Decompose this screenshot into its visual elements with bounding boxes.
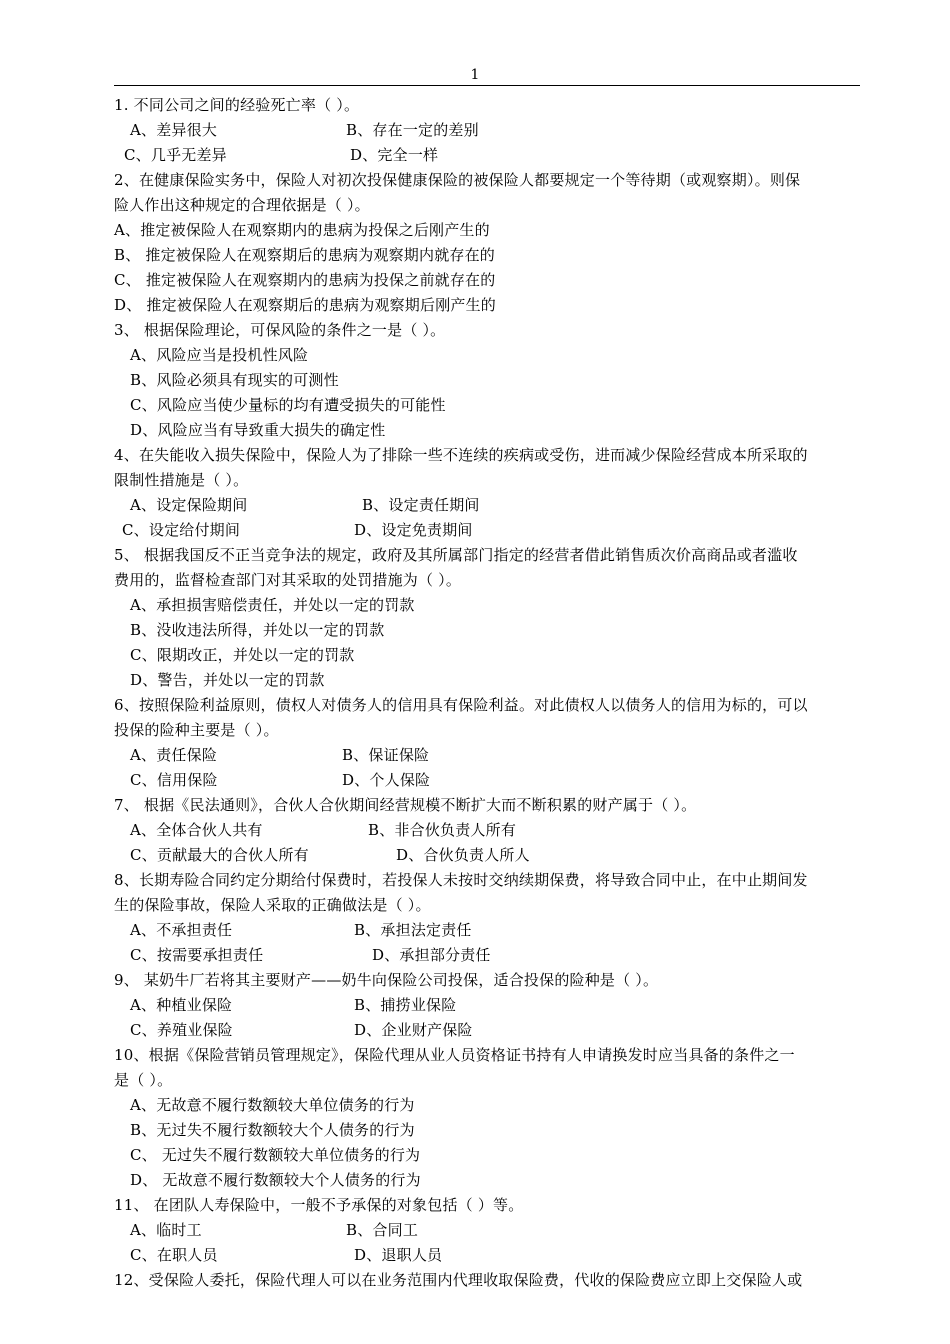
answer-option: B、存在一定的差别 [346,121,479,139]
header-rule [114,85,860,86]
option-row [114,243,860,268]
option-row [114,1118,860,1143]
answer-option: A、推定被保险人在观察期内的患病为投保之后刚产生的 [114,221,490,239]
answer-option: D、警告，并处以一定的罚款 [130,671,325,689]
answer-option: C、几乎无差异 [124,146,227,164]
question-block [114,793,860,868]
option-row [114,268,860,293]
answer-option: C、贡献最大的合伙人所有 [130,846,309,864]
answer-option: D、风险应当有导致重大损失的确定性 [130,421,386,439]
answer-option: C、 推定被保险人在观察期内的患病为投保之前就存在的 [114,271,496,289]
question-block [114,318,860,443]
answer-option: D、设定免责期间 [354,521,473,539]
answer-option: D、 推定被保险人在观察期后的患病为观察期后刚产生的 [114,296,496,314]
option-row [114,118,860,143]
question-block [114,1193,860,1268]
answer-option: C、按需要承担责任 [130,946,264,964]
option-row [114,1093,860,1118]
question-stem-line: 投保的险种主要是（ ）。 [114,721,279,739]
question-stem-line: 4、在失能收入损失保险中，保险人为了排除一些不连续的疾病或受伤，进而减少保险经营成本所采取的 [114,446,808,464]
question-stem-line: 10、根据《保险营销员管理规定》，保险代理从业人员资格证书持有人申请换发时应当具备的条件之一 [114,1046,795,1064]
answer-option: A、责任保险 [130,746,218,764]
answer-option: C、设定给付期间 [122,521,241,539]
answer-option: D、完全一样 [350,146,439,164]
answer-option: A、风险应当是投机性风险 [130,346,309,364]
option-row [114,518,860,543]
question-stem-line: 生的保险事故，保险人采取的正确做法是（ ）。 [114,896,431,914]
answer-option: C、养殖业保险 [130,1021,233,1039]
question-block [114,443,860,543]
question-stem-line: 费用的，监督检查部门对其采取的处罚措施为（ ）。 [114,571,462,589]
page-number: 1 [470,67,480,83]
option-row [114,768,860,793]
answer-option: A、不承担责任 [130,921,233,939]
question-stem-line: 7、 根据《民法通则》，合伙人合伙期间经营规模不断扩大而不断积累的财产属于（ ）。 [114,796,697,814]
option-row [114,143,860,168]
option-row [114,418,860,443]
question-stem-line: 3、 根据保险理论，可保风险的条件之一是（ ）。 [114,321,446,339]
question-stem-line: 8、长期寿险合同约定分期给付保费时，若投保人未按时交纳续期保费，将导致合同中止，在中止期间发 [114,871,808,889]
answer-option: A、种植业保险 [130,996,233,1014]
answer-option: D、合伙负责人所人 [396,846,530,864]
option-row [114,593,860,618]
option-row [114,918,860,943]
option-row [114,293,860,318]
question-block [114,968,860,1043]
question-block [114,1268,860,1293]
answer-option: D、承担部分责任 [372,946,491,964]
question-stem-line: 是（ ）。 [114,1071,173,1089]
option-row [114,843,860,868]
answer-option: B、 推定被保险人在观察期后的患病为观察期内就存在的 [114,246,495,264]
answer-option: B、合同工 [346,1221,419,1239]
answer-option: A、承担损害赔偿责任，并处以一定的罚款 [130,596,415,614]
option-row [114,1018,860,1043]
answer-option: C、信用保险 [130,771,218,789]
option-row [114,493,860,518]
question-stem-line: 5、 根据我国反不正当竞争法的规定，政府及其所属部门指定的经营者借此销售质次价高商品或者滥收 [114,546,798,564]
answer-option: C、风险应当使少量标的均有遭受损失的可能性 [130,396,446,414]
option-row [114,943,860,968]
question-stem-line: 1. 不同公司之间的经验死亡率（ ）。 [114,96,360,114]
question-block [114,543,860,693]
answer-option: D、退职人员 [354,1246,443,1264]
question-block [114,868,860,968]
option-row [114,993,860,1018]
answer-option: B、没收违法所得，并处以一定的罚款 [130,621,385,639]
question-list [114,93,860,1293]
option-row [114,618,860,643]
answer-option: A、差异很大 [130,121,218,139]
option-row [114,1168,860,1193]
option-row [114,368,860,393]
answer-option: A、全体合伙人共有 [130,821,263,839]
question-stem-line: 12、受保险人委托，保险代理人可以在业务范围内代理收取保险费，代收的保险费应立即上交保险人或 [114,1271,803,1289]
option-row [114,343,860,368]
question-block [114,693,860,793]
answer-option: D、个人保险 [342,771,431,789]
option-row [114,218,860,243]
option-row [114,818,860,843]
answer-option: B、非合伙负责人所有 [368,821,517,839]
option-row [114,743,860,768]
question-stem-line: 限制性措施是（ ）。 [114,471,249,489]
question-stem-line: 6、按照保险利益原则，债权人对债务人的信用具有保险利益。对此债权人以债务人的信用为标的，可以 [114,696,808,714]
answer-option: A、无故意不履行数额较大单位债务的行为 [130,1096,415,1114]
answer-option: C、在职人员 [130,1246,218,1264]
option-row [114,643,860,668]
answer-option: D、企业财产保险 [354,1021,473,1039]
option-row [114,393,860,418]
answer-option: C、 无过失不履行数额较大单位债务的行为 [130,1146,421,1164]
option-row [114,1143,860,1168]
option-row [114,1218,860,1243]
question-stem-line: 11、 在团队人寿保险中，一般不予承保的对象包括（ ）等。 [114,1196,524,1214]
question-stem-line: 9、 某奶牛厂若将其主要财产——奶牛向保险公司投保，适合投保的险种是（ ）。 [114,971,659,989]
answer-option: D、 无故意不履行数额较大个人债务的行为 [130,1171,421,1189]
answer-option: A、临时工 [130,1221,202,1239]
answer-option: B、无过失不履行数额较大个人债务的行为 [130,1121,415,1139]
answer-option: B、捕捞业保险 [354,996,457,1014]
question-stem-line: 2、在健康保险实务中，保险人对初次投保健康保险的被保险人都要规定一个等待期（或观察期）。则保 [114,171,801,189]
answer-option: B、保证保险 [342,746,430,764]
question-block [114,168,860,318]
answer-option: B、设定责任期间 [362,496,480,514]
option-row [114,668,860,693]
answer-option: C、限期改正，并处以一定的罚款 [130,646,355,664]
answer-option: A、设定保险期间 [130,496,248,514]
question-block [114,1043,860,1193]
question-stem-line: 险人作出这种规定的合理依据是（ ）。 [114,196,370,214]
answer-option: B、风险必须具有现实的可测性 [130,371,339,389]
question-block [114,93,860,168]
option-row [114,1243,860,1268]
answer-option: B、承担法定责任 [354,921,472,939]
